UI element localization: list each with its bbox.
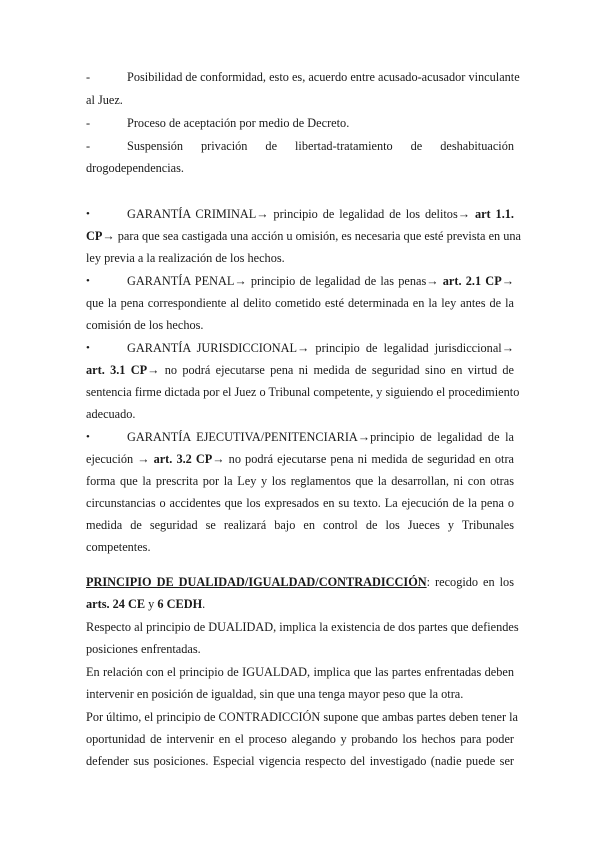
garantia-ejecutiva-line: ejecución → art. 3.2 CP→ no podrá ejecutarse pena ni medida de seguridad en otra — [86, 452, 514, 466]
bullet-marker: • — [86, 208, 90, 220]
garantia-ejecutiva-line: forma que la prescrita por la Ley y los reglamentos que la desarrollan, ni con otras — [86, 474, 514, 488]
list-item-text: drogodependencias. — [86, 161, 184, 175]
garantia-ejecutiva-line: circunstancias o accidentes que los expresados en su texto. La ejecución de la pena o — [86, 496, 514, 510]
list-dash-marker: - — [86, 70, 91, 84]
paragraph-line: oportunidad de intervenir en el proceso alegando y probando los hechos para poder — [86, 732, 514, 746]
garantia-jurisdiccional-line: sentencia firme dictada por el Juez o Tribunal competente, y siguiendo el procedimiento — [86, 385, 520, 399]
garantia-penal-line: comisión de los hechos. — [86, 318, 204, 332]
garantia-jurisdiccional-line: art. 3.1 CP→ no podrá ejecutarse pena ni medida de seguridad sino en virtud de — [86, 363, 515, 377]
list-dash-marker: - — [86, 139, 91, 153]
list-item-text: Proceso de aceptación por medio de Decreto. — [127, 116, 350, 130]
list-item-text: Suspensión privación de libertad-tratamiento de deshabituación — [127, 139, 514, 153]
garantia-criminal-line: ley previa a la realización de los hechos. — [86, 251, 285, 265]
bullet-marker: • — [86, 275, 90, 287]
garantia-ejecutiva-line: competentes. — [86, 540, 151, 554]
principio-heading-line: PRINCIPIO DE DUALIDAD/IGUALDAD/CONTRADICCIÓN: recogido en los — [86, 575, 514, 589]
garantia-jurisdiccional-line: adecuado. — [86, 407, 136, 421]
garantia-penal-line: GARANTÍA PENAL→ principio de legalidad de las penas→ art. 2.1 CP→ — [127, 274, 514, 288]
paragraph-line: Por último, el principio de CONTRADICCIÓN supone que ambas partes deben tener la — [86, 710, 519, 724]
bullet-marker: • — [86, 431, 90, 443]
paragraph-line: En relación con el principio de IGUALDAD, implica que las partes enfrentadas deben — [86, 665, 514, 679]
paragraph-line: Respecto al principio de DUALIDAD, implica la existencia de dos partes que defiendes — [86, 620, 519, 634]
paragraph-line: defender sus posiciones. Especial vigencia respecto del investigado (nadie puede ser — [86, 754, 514, 768]
list-dash-marker: - — [86, 116, 91, 130]
garantia-ejecutiva-line: GARANTÍA EJECUTIVA/PENITENCIARIA→principio de legalidad de la — [127, 430, 514, 444]
garantia-jurisdiccional-line: GARANTÍA JURISDICCIONAL→ principio de legalidad jurisdiccional→ — [127, 341, 514, 355]
paragraph-line: intervenir en posición de igualdad, sin que una tenga mayor peso que la otra. — [86, 687, 464, 701]
list-item-text: al Juez. — [86, 93, 123, 107]
garantia-criminal-line: GARANTÍA CRIMINAL→ principio de legalidad de los delitos→ art 1.1. — [127, 207, 514, 221]
garantia-ejecutiva-line: medida de seguridad se realizará bajo en control de los Jueces y Tribunales — [86, 518, 514, 532]
bullet-marker: • — [86, 342, 90, 354]
principio-refs-line: arts. 24 CE y 6 CEDH. — [86, 597, 206, 611]
list-item-text: Posibilidad de conformidad, esto es, acuerdo entre acusado-acusador vinculante — [127, 70, 520, 84]
paragraph-line: posiciones enfrentadas. — [86, 642, 201, 656]
garantia-criminal-line: CP→ para que sea castigada una acción u omisión, es necesaria que esté prevista en una — [86, 229, 522, 243]
garantia-penal-line: que la pena correspondiente al delito cometido esté determinada en la ley antes de la — [86, 296, 514, 310]
